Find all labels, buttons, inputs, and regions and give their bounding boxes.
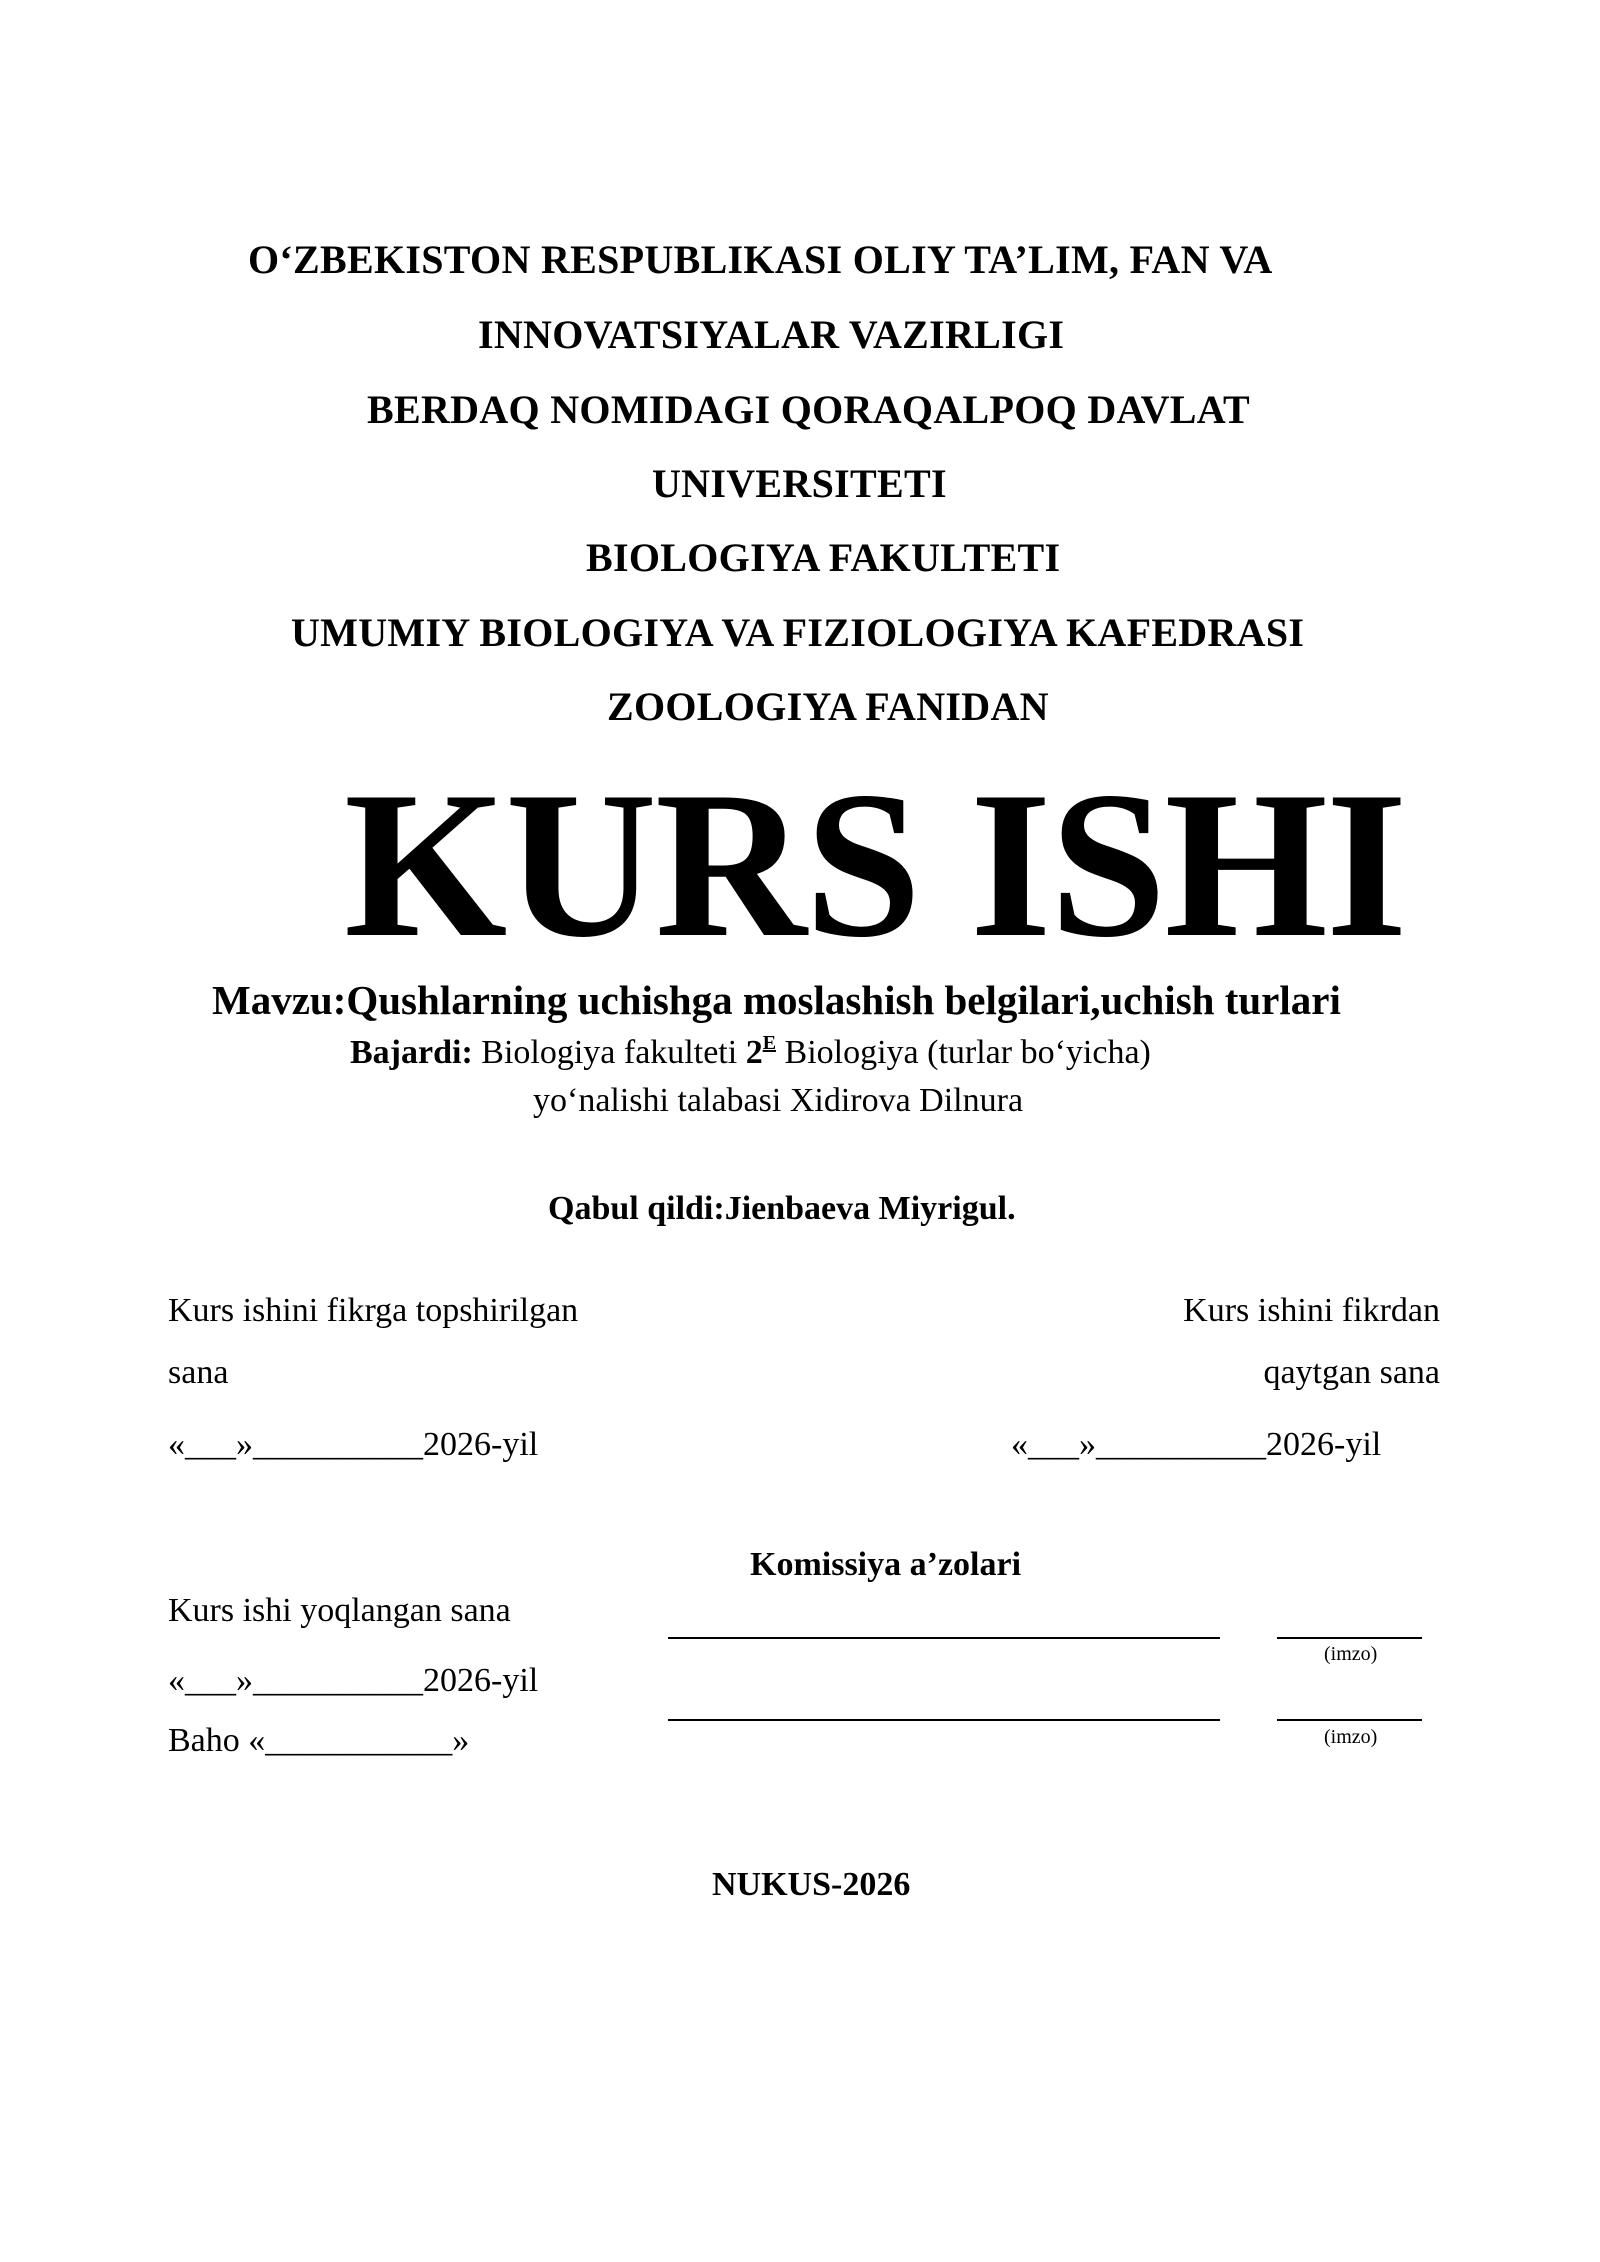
submission-label-2: sana — [168, 1354, 229, 1391]
performer-line-1 — [350, 1034, 1151, 1072]
signature-caption-2: (imzo) — [1324, 1726, 1378, 1748]
commission-member-line-2 — [668, 1719, 1220, 1721]
performer-course: 2 — [745, 1034, 763, 1071]
ministry-line-1: O‘ZBEKISTON RESPUBLIKASI OLIY TA’LIM, FAN VA — [248, 237, 1273, 282]
department-name: UMUMIY BIOLOGIYA VA FIZIOLOGIYA KAFEDRASI — [291, 610, 1305, 655]
signature-line-2 — [1277, 1719, 1422, 1721]
accepted-by: Qabul qildi:Jienbaeva Miyrigul. — [548, 1190, 1016, 1227]
faculty-name: BIOLOGIYA FAKULTETI — [586, 535, 1061, 580]
return-label-1: Kurs ishini fikrdan — [1183, 1292, 1440, 1329]
return-label-2: qaytgan sana — [1263, 1354, 1440, 1391]
return-date: «___»__________2026-yil — [1011, 1426, 1382, 1463]
performer-label: Bajardi: — [350, 1034, 473, 1071]
submission-date: «___»__________2026-yil — [168, 1426, 539, 1463]
signature-caption-1: (imzo) — [1324, 1643, 1378, 1665]
university-line-2: UNIVERSITETI — [652, 461, 947, 506]
document-title: KURS ISHI — [344, 749, 1406, 981]
commission-title: Komissiya a’zolari — [750, 1546, 1022, 1583]
ministry-line-2: INNOVATSIYALAR VAZIRLIGI — [478, 312, 1065, 357]
defense-label: Kurs ishi yoqlangan sana — [168, 1592, 511, 1629]
commission-member-line-1 — [668, 1637, 1220, 1639]
performer-course-suffix: E — [762, 1032, 777, 1054]
performer-line-2: yo‘nalishi talabasi Xidirova Dilnura — [533, 1082, 1024, 1119]
performer-faculty: Biologiya fakulteti — [472, 1034, 746, 1071]
submission-label-1: Kurs ishini fikrga topshirilgan — [168, 1292, 579, 1329]
signature-line-1 — [1277, 1637, 1422, 1639]
topic: Mavzu:Qushlarning uchishga moslashish belgilari,uchish turlari — [212, 977, 1341, 1023]
grade-field: Baho «___________» — [168, 1722, 470, 1759]
university-line-1: BERDAQ NOMIDAGI QORAQALPOQ DAVLAT — [367, 387, 1250, 432]
subject-name: ZOOLOGIYA FANIDAN — [607, 684, 1049, 729]
defense-date: «___»__________2026-yil — [168, 1662, 539, 1699]
performer-direction: Biologiya (turlar bo‘yicha) — [776, 1034, 1151, 1071]
place-year: NUKUS-2026 — [712, 1866, 911, 1903]
